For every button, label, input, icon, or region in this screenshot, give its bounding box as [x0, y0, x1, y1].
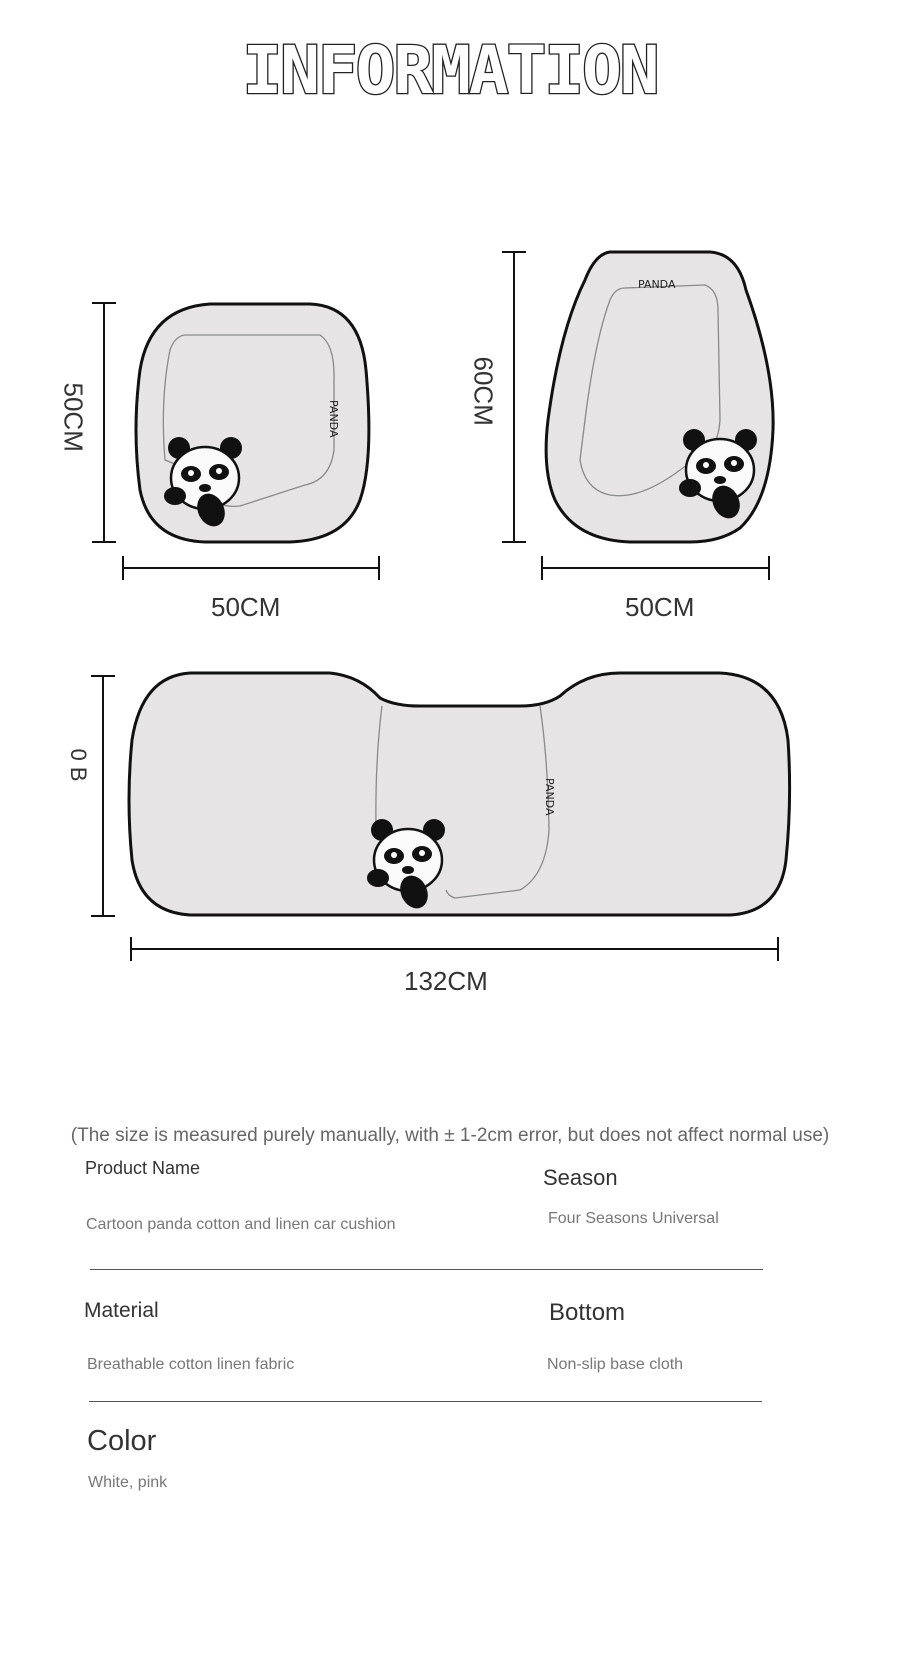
material-value: Breathable cotton linen fabric: [87, 1356, 295, 1373]
rear-width-label: 132CM: [404, 966, 488, 996]
seat-height-label: 50CM: [58, 382, 89, 452]
measurement-note: (The size is measured purely manually, with ± 1-2cm error, but does not affect normal use): [70, 1125, 830, 1146]
color-value: White, pink: [88, 1474, 168, 1491]
bottom-label: Bottom: [549, 1299, 626, 1326]
seat-width-label: 50CM: [211, 592, 281, 622]
bottom-value: Non-slip base cloth: [547, 1356, 684, 1373]
rear-height-label: 0 B: [66, 748, 91, 782]
brand-mark-rear: PANDA: [543, 778, 556, 816]
rear-cushion: [129, 673, 790, 915]
brand-mark-seat: PANDA: [327, 400, 340, 438]
back-width-label: 50CM: [625, 592, 695, 622]
season-value: Four Seasons Universal: [548, 1210, 719, 1227]
back-height-label: 60CM: [468, 356, 499, 426]
page-title: INFORMATION: [242, 32, 658, 109]
brand-mark-back: PANDA: [638, 278, 676, 291]
seat-cushion: [136, 304, 369, 542]
divider-1: [90, 1269, 763, 1270]
backrest-cushion: [546, 252, 773, 542]
product-name-value: Cartoon panda cotton and linen car cushion: [86, 1216, 396, 1233]
material-label: Material: [84, 1299, 159, 1322]
color-label: Color: [87, 1425, 157, 1457]
product-name-label: Product Name: [85, 1158, 201, 1178]
season-label: Season: [543, 1165, 618, 1190]
divider-2: [89, 1401, 762, 1402]
